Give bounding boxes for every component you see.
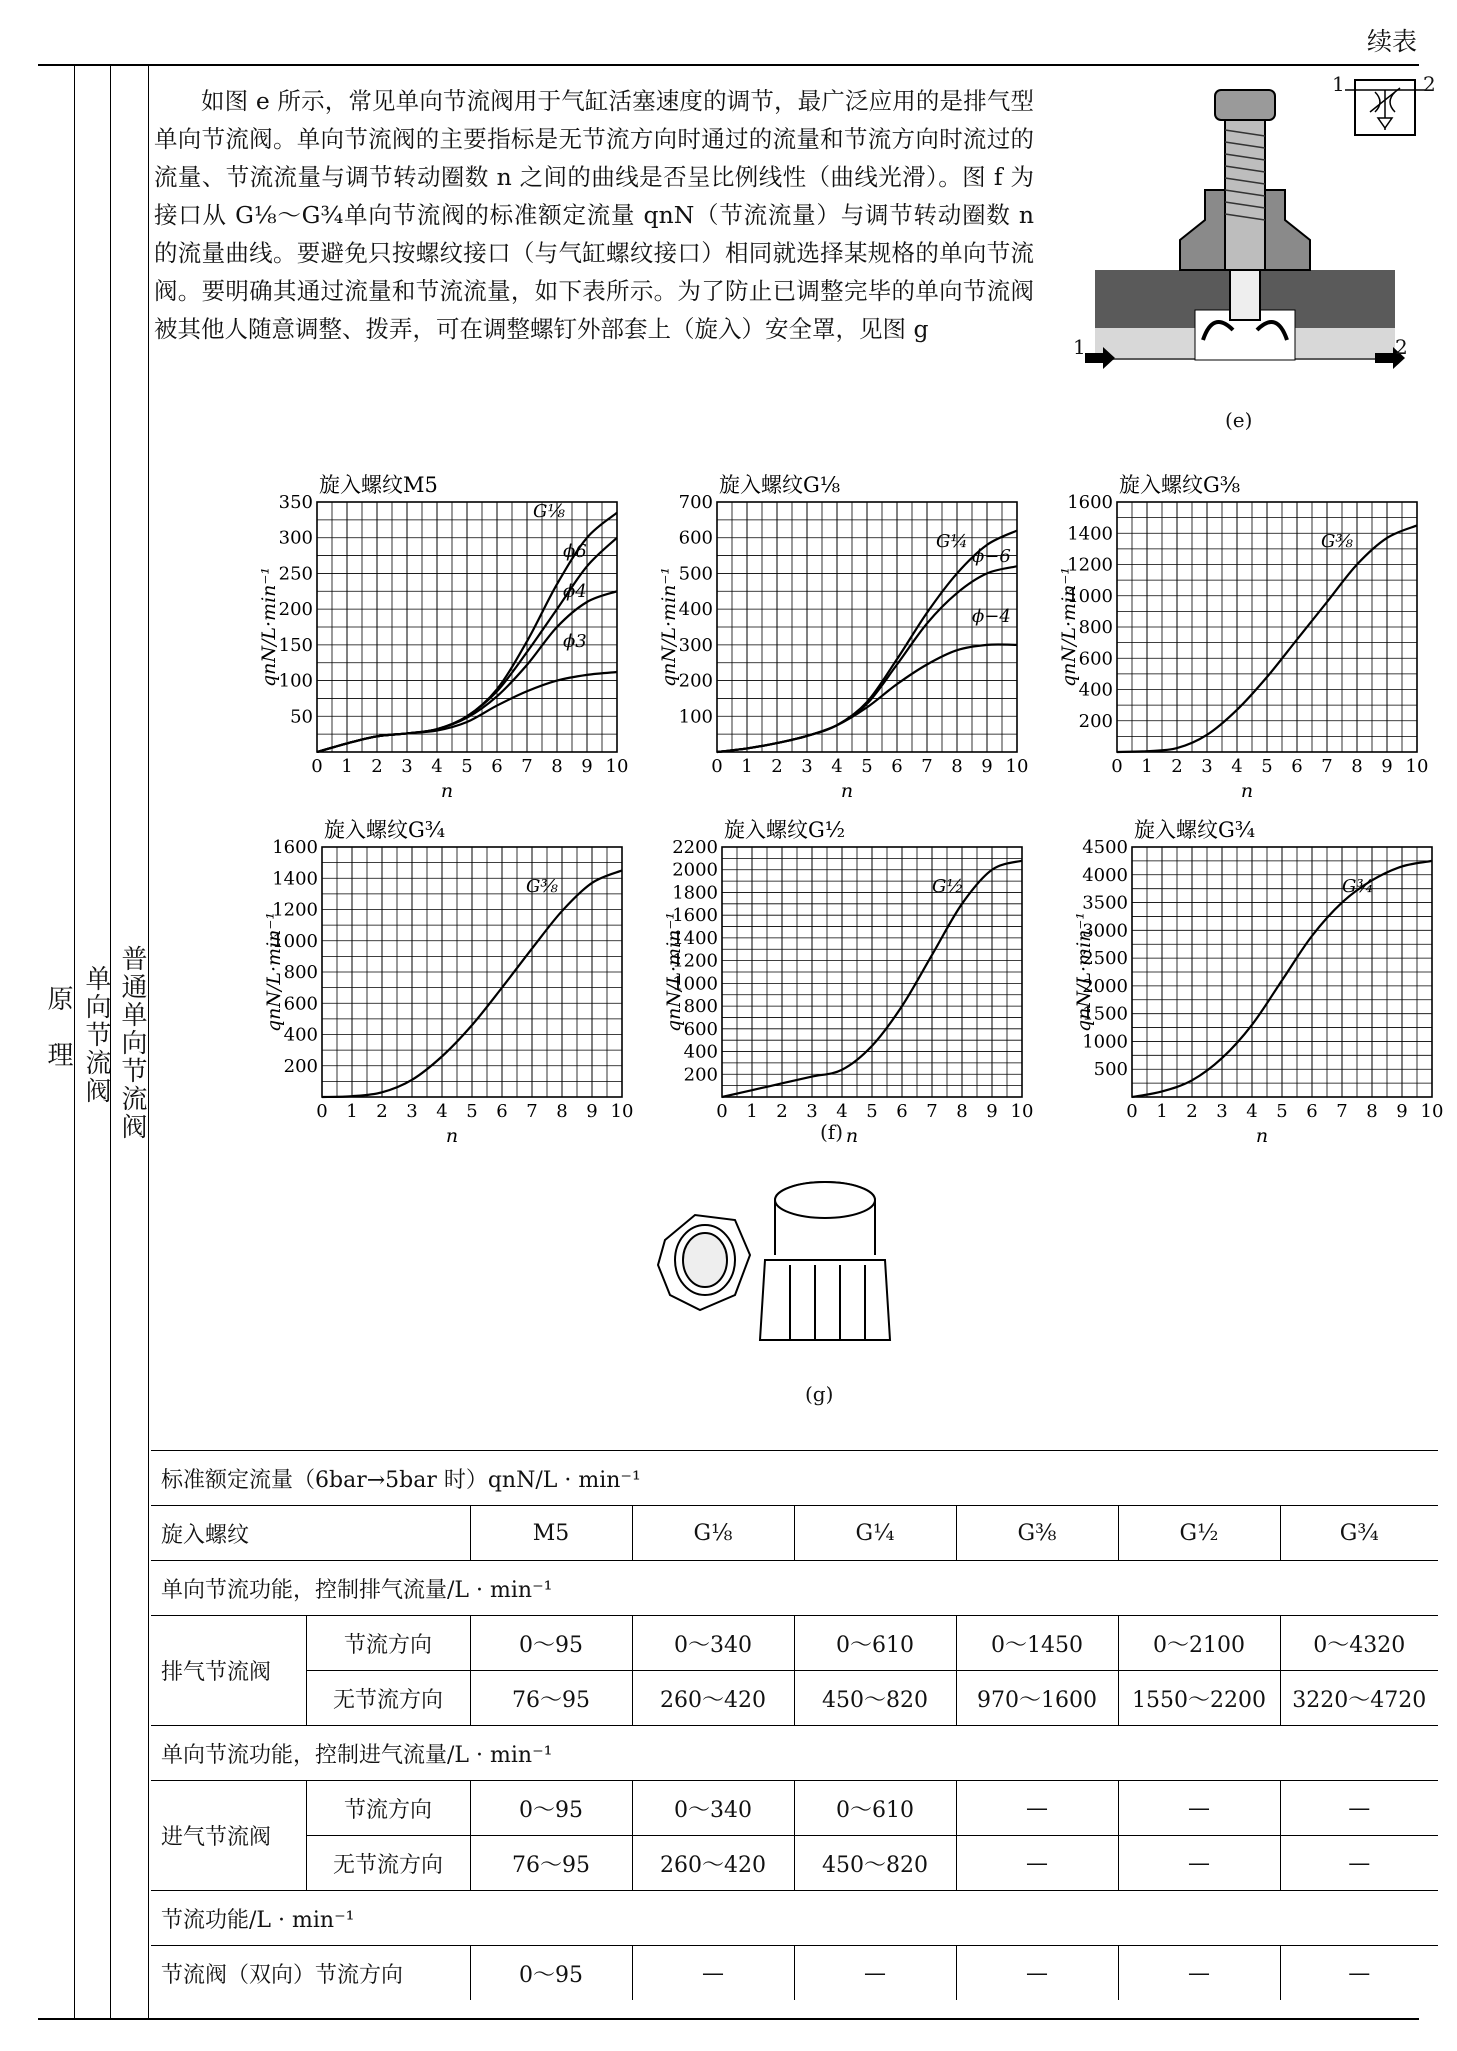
x-tick-label: 5 bbox=[1276, 1101, 1288, 1122]
x-tick-label: 10 bbox=[605, 756, 629, 777]
chart-title: 旋入螺纹G⅛ bbox=[719, 473, 841, 497]
y-tick-label: 350 bbox=[278, 492, 313, 513]
y-tick-label: 50 bbox=[290, 706, 313, 728]
cell: 0～340 bbox=[632, 1616, 794, 1671]
cell: — bbox=[1118, 1781, 1280, 1836]
table-row bbox=[151, 1891, 1438, 1946]
cell: — bbox=[794, 1946, 956, 2001]
x-tick-label: 5 bbox=[866, 1101, 878, 1122]
y-tick-label: 2500 bbox=[1082, 948, 1128, 970]
symbol-port-2: 2 bbox=[1423, 72, 1436, 96]
cell: 0～610 bbox=[794, 1616, 956, 1671]
table-row bbox=[151, 1726, 1438, 1781]
section-intake: 单向节流功能，控制进气流量/L · min⁻¹ bbox=[151, 1726, 1438, 1781]
y-tick-label: 200 bbox=[283, 1055, 318, 1077]
x-tick-label: 7 bbox=[1321, 756, 1333, 777]
y-tick-label: 1000 bbox=[1067, 585, 1113, 607]
y-tick-label: 200 bbox=[678, 670, 713, 692]
chart-g1-2 bbox=[663, 815, 1040, 1149]
x-tick-label: 6 bbox=[496, 1101, 508, 1122]
x-tick-label: 1 bbox=[1156, 1101, 1168, 1122]
y-tick-label: 1400 bbox=[1067, 523, 1113, 545]
series-label: ϕ4 bbox=[563, 581, 587, 602]
y-axis-label: qnN/L·min⁻¹ bbox=[258, 566, 280, 688]
sub-label: 无节流方向 bbox=[306, 1836, 470, 1891]
cell: 0～95 bbox=[470, 1946, 632, 2001]
x-tick-label: 8 bbox=[551, 756, 563, 777]
x-axis-label: n bbox=[845, 1125, 859, 1147]
chart-svg bbox=[1058, 470, 1435, 802]
x-tick-label: 4 bbox=[1246, 1101, 1258, 1122]
figure-e bbox=[1073, 70, 1440, 434]
y-axis-label: qnN/L·min⁻¹ bbox=[263, 911, 285, 1033]
y-axis-label: qnN/L·min⁻¹ bbox=[663, 911, 685, 1033]
chart-svg bbox=[663, 815, 1040, 1147]
y-tick-label: 1600 bbox=[672, 905, 718, 927]
x-tick-label: 5 bbox=[466, 1101, 478, 1122]
intro-paragraph: 如图 e 所示，常见单向节流阀用于气缸活塞速度的调节，最广泛应用的是排气型单向节流阀。单向节流阀的主要指标是无节流方向时通过的流量和节流方向时流过的流量、节流流量与调节转动圈数 n 之间的曲线是否呈比例线性（曲线光滑）。图 f 为接口从 G⅛～G¾单向节流阀的标准额定流量 qnN（节流流量）与调节转动圈数 n 的流量曲线。要避免只按螺纹接口（与气缸螺纹接口）相同就选择某规格的单向节流阀。要明确其通过流量和节流流量，如下表所示。为了防止已调整完毕的单向节流阀被其他人随意调整、拨弄，可在调整螺钉外部套上（旋入）安全罩，见图 g bbox=[154, 87, 1034, 343]
y-tick-label: 1500 bbox=[1082, 1003, 1128, 1025]
x-tick-label: 2 bbox=[1171, 756, 1183, 777]
y-tick-label: 200 bbox=[1078, 710, 1113, 732]
cell: 0～95 bbox=[470, 1781, 632, 1836]
y-tick-label: 800 bbox=[283, 962, 318, 983]
thread-col: G⅜ bbox=[956, 1506, 1118, 1561]
sub-label: 无节流方向 bbox=[306, 1671, 470, 1726]
x-tick-label: 6 bbox=[491, 756, 503, 777]
x-tick-label: 10 bbox=[1010, 1101, 1034, 1122]
cell: 0～1450 bbox=[956, 1616, 1118, 1671]
x-tick-label: 9 bbox=[586, 1101, 598, 1122]
cell: — bbox=[956, 1781, 1118, 1836]
table-row bbox=[151, 1946, 1438, 2001]
cell: 0～2100 bbox=[1118, 1616, 1280, 1671]
side-label-principle: 原理 bbox=[43, 985, 73, 1097]
plot-area bbox=[258, 473, 628, 802]
thread-col: G⅛ bbox=[632, 1506, 794, 1561]
chart-title: 旋入螺纹G¾ bbox=[1134, 818, 1256, 842]
y-tick-label: 100 bbox=[278, 670, 313, 692]
y-tick-label: 600 bbox=[678, 527, 713, 549]
cell: 1550～2200 bbox=[1118, 1671, 1280, 1726]
x-tick-label: 6 bbox=[896, 1101, 908, 1122]
y-tick-label: 3000 bbox=[1082, 920, 1128, 942]
section-exhaust: 单向节流功能，控制排气流量/L · min⁻¹ bbox=[151, 1561, 1438, 1616]
x-tick-label: 4 bbox=[1231, 756, 1243, 777]
y-tick-label: 1000 bbox=[1082, 1031, 1128, 1053]
y-tick-label: 200 bbox=[683, 1064, 718, 1086]
sub-label: 节流方向 bbox=[306, 1781, 470, 1836]
x-tick-label: 9 bbox=[981, 756, 993, 777]
cell: — bbox=[632, 1946, 794, 2001]
cell: 450～820 bbox=[794, 1671, 956, 1726]
x-tick-label: 4 bbox=[836, 1101, 848, 1122]
y-tick-label: 400 bbox=[678, 599, 713, 621]
series-label: G¼ bbox=[936, 531, 968, 552]
y-tick-label: 300 bbox=[278, 527, 313, 549]
chart-title: 旋入螺纹G⅜ bbox=[1119, 473, 1241, 497]
x-tick-label: 3 bbox=[406, 1101, 418, 1122]
symbol-port-1: 1 bbox=[1332, 72, 1345, 96]
x-axis-label: n bbox=[445, 1125, 459, 1147]
x-tick-label: 4 bbox=[431, 756, 443, 777]
x-axis-label: n bbox=[1240, 780, 1254, 802]
thread-col: G½ bbox=[1118, 1506, 1280, 1561]
table-row bbox=[151, 1671, 1438, 1726]
cell: — bbox=[956, 1836, 1118, 1891]
figure-f-caption: (f) bbox=[820, 1120, 844, 1144]
x-tick-label: 3 bbox=[801, 756, 813, 777]
thread-label: 旋入螺纹 bbox=[151, 1506, 470, 1561]
y-axis-label: qnN/L·min⁻¹ bbox=[1073, 911, 1095, 1033]
chart-svg bbox=[258, 470, 635, 802]
safety-cap-drawing bbox=[650, 1160, 910, 1380]
y-tick-label: 500 bbox=[1093, 1059, 1128, 1081]
x-axis-label: n bbox=[840, 780, 854, 802]
x-tick-label: 8 bbox=[1351, 756, 1363, 777]
x-tick-label: 4 bbox=[831, 756, 843, 777]
y-tick-label: 2000 bbox=[1082, 975, 1128, 997]
chart-m5 bbox=[258, 470, 635, 804]
x-tick-label: 8 bbox=[1366, 1101, 1378, 1122]
x-axis-label: n bbox=[1255, 1125, 1269, 1147]
cell: 450～820 bbox=[794, 1836, 956, 1891]
x-tick-label: 9 bbox=[986, 1101, 998, 1122]
series-label: G½ bbox=[932, 876, 964, 897]
x-tick-label: 7 bbox=[921, 756, 933, 777]
bottom-rule bbox=[38, 2018, 1419, 2020]
y-tick-label: 1200 bbox=[672, 950, 718, 972]
chart-title: 旋入螺纹G¾ bbox=[324, 818, 446, 842]
plot-area bbox=[1073, 818, 1443, 1147]
x-tick-label: 2 bbox=[371, 756, 383, 777]
y-tick-label: 4000 bbox=[1082, 864, 1128, 886]
cell: 0～95 bbox=[470, 1616, 632, 1671]
cell: 0～610 bbox=[794, 1781, 956, 1836]
y-tick-label: 700 bbox=[678, 492, 713, 513]
x-tick-label: 7 bbox=[1336, 1101, 1348, 1122]
table-row bbox=[151, 1451, 1438, 1506]
x-tick-label: 5 bbox=[461, 756, 473, 777]
table-row bbox=[151, 1836, 1438, 1891]
cell: — bbox=[1118, 1946, 1280, 2001]
y-tick-label: 600 bbox=[1078, 648, 1113, 670]
x-tick-label: 2 bbox=[771, 756, 783, 777]
thread-col: G¼ bbox=[794, 1506, 956, 1561]
flow-spec-table bbox=[151, 1450, 1438, 2000]
y-tick-label: 400 bbox=[683, 1041, 718, 1063]
cell: — bbox=[1280, 1946, 1438, 2001]
y-tick-label: 1200 bbox=[272, 899, 318, 921]
x-tick-label: 9 bbox=[1381, 756, 1393, 777]
y-axis-label: qnN/L·min⁻¹ bbox=[658, 566, 680, 688]
sub-label: 节流方向 bbox=[306, 1616, 470, 1671]
y-tick-label: 1200 bbox=[1067, 554, 1113, 576]
x-tick-label: 7 bbox=[526, 1101, 538, 1122]
cell: — bbox=[956, 1946, 1118, 2001]
x-tick-label: 0 bbox=[316, 1101, 328, 1122]
x-tick-label: 9 bbox=[1396, 1101, 1408, 1122]
y-tick-label: 150 bbox=[278, 634, 313, 656]
throttle-label: 节流阀（双向）节流方向 bbox=[151, 1946, 470, 2001]
thread-col: M5 bbox=[470, 1506, 632, 1561]
table-row bbox=[151, 1561, 1438, 1616]
y-tick-label: 200 bbox=[278, 599, 313, 621]
side-label-common: 普通单向节流阀 bbox=[117, 945, 147, 1141]
cell: 76～95 bbox=[470, 1836, 632, 1891]
x-tick-label: 7 bbox=[521, 756, 533, 777]
figure-g bbox=[650, 1160, 910, 1406]
y-tick-label: 100 bbox=[678, 706, 713, 728]
x-tick-label: 6 bbox=[1291, 756, 1303, 777]
side-label-check-throttle: 单向节流阀 bbox=[81, 965, 111, 1105]
valve-section-drawing bbox=[1085, 70, 1440, 430]
x-tick-label: 8 bbox=[556, 1101, 568, 1122]
y-tick-label: 1800 bbox=[672, 882, 718, 904]
y-tick-label: 600 bbox=[283, 993, 318, 1015]
x-tick-label: 5 bbox=[1261, 756, 1273, 777]
plot-area bbox=[663, 818, 1033, 1147]
y-tick-label: 4500 bbox=[1082, 837, 1128, 858]
table-title: 标准额定流量（6bar→5bar 时）qnN/L · min⁻¹ bbox=[151, 1451, 1438, 1506]
y-axis-label: qnN/L·min⁻¹ bbox=[1058, 566, 1080, 688]
x-tick-label: 4 bbox=[436, 1101, 448, 1122]
cell: — bbox=[1118, 1836, 1280, 1891]
x-tick-label: 0 bbox=[1111, 756, 1123, 777]
port-in-label: 1 bbox=[1073, 335, 1086, 359]
top-rule bbox=[38, 64, 1419, 66]
x-tick-label: 2 bbox=[776, 1101, 788, 1122]
x-tick-label: 1 bbox=[346, 1101, 358, 1122]
x-tick-label: 6 bbox=[1306, 1101, 1318, 1122]
plot-area bbox=[658, 473, 1028, 802]
x-tick-label: 0 bbox=[711, 756, 723, 777]
figure-g-caption: (g) bbox=[805, 1382, 834, 1406]
section-throttle: 节流功能/L · min⁻¹ bbox=[151, 1891, 1438, 1946]
y-tick-label: 800 bbox=[1078, 617, 1113, 638]
table-row bbox=[151, 1616, 1438, 1671]
y-tick-label: 2200 bbox=[672, 837, 718, 858]
cell: 260～420 bbox=[632, 1671, 794, 1726]
cell: — bbox=[1280, 1781, 1438, 1836]
continued-label: 续表 bbox=[1366, 27, 1417, 56]
series-label: G⅛ bbox=[533, 501, 565, 522]
x-tick-label: 1 bbox=[1141, 756, 1153, 777]
y-tick-label: 1600 bbox=[272, 837, 318, 858]
exhaust-label: 排气节流阀 bbox=[151, 1616, 306, 1726]
x-tick-label: 6 bbox=[891, 756, 903, 777]
y-tick-label: 1600 bbox=[1067, 492, 1113, 513]
cell: 3220～4720 bbox=[1280, 1671, 1438, 1726]
port-out-label: 2 bbox=[1395, 335, 1408, 359]
table-row bbox=[151, 1781, 1438, 1836]
x-tick-label: 1 bbox=[746, 1101, 758, 1122]
chart-g3-4-b bbox=[1073, 815, 1450, 1149]
plot-area bbox=[1058, 473, 1428, 802]
x-tick-label: 3 bbox=[806, 1101, 818, 1122]
y-tick-label: 500 bbox=[678, 563, 713, 585]
cell: 260～420 bbox=[632, 1836, 794, 1891]
x-tick-label: 3 bbox=[401, 756, 413, 777]
x-tick-label: 0 bbox=[1126, 1101, 1138, 1122]
figure-e-caption: (e) bbox=[1225, 408, 1253, 432]
chart-g3-4-a bbox=[263, 815, 640, 1149]
x-tick-label: 5 bbox=[861, 756, 873, 777]
x-tick-label: 8 bbox=[951, 756, 963, 777]
y-tick-label: 300 bbox=[678, 634, 713, 656]
series-label: ϕ3 bbox=[563, 631, 587, 652]
chart-g1-8 bbox=[658, 470, 1035, 804]
y-tick-label: 600 bbox=[683, 1018, 718, 1040]
x-tick-label: 7 bbox=[926, 1101, 938, 1122]
y-tick-label: 3500 bbox=[1082, 892, 1128, 914]
chart-title: 旋入螺纹G½ bbox=[724, 818, 846, 842]
y-tick-label: 1000 bbox=[672, 973, 718, 995]
series-label: ϕ−6 bbox=[972, 546, 1011, 567]
x-tick-label: 10 bbox=[1420, 1101, 1444, 1122]
chart-g3-8 bbox=[1058, 470, 1435, 804]
x-tick-label: 10 bbox=[1405, 756, 1429, 777]
chart-svg bbox=[1073, 815, 1450, 1147]
x-tick-label: 1 bbox=[341, 756, 353, 777]
x-tick-label: 3 bbox=[1201, 756, 1213, 777]
x-tick-label: 10 bbox=[610, 1101, 634, 1122]
table-row bbox=[151, 1506, 1438, 1561]
y-tick-label: 1400 bbox=[272, 868, 318, 890]
cell: 0～4320 bbox=[1280, 1616, 1438, 1671]
plot-area bbox=[263, 818, 633, 1147]
series-label: G¾ bbox=[1342, 876, 1374, 897]
cell: 970～1600 bbox=[956, 1671, 1118, 1726]
x-axis-label: n bbox=[440, 780, 454, 802]
cell: 0～340 bbox=[632, 1781, 794, 1836]
x-tick-label: 9 bbox=[581, 756, 593, 777]
thread-col: G¾ bbox=[1280, 1506, 1438, 1561]
series-label: ϕ6 bbox=[563, 541, 587, 562]
x-tick-label: 8 bbox=[956, 1101, 968, 1122]
cell: 76～95 bbox=[470, 1671, 632, 1726]
y-tick-label: 800 bbox=[683, 996, 718, 1018]
series-label: G⅜ bbox=[526, 876, 558, 897]
y-tick-label: 1400 bbox=[672, 927, 718, 949]
x-tick-label: 0 bbox=[716, 1101, 728, 1122]
y-tick-label: 250 bbox=[278, 563, 313, 585]
y-tick-label: 2000 bbox=[672, 859, 718, 881]
series-label: G⅜ bbox=[1321, 531, 1353, 552]
x-tick-label: 0 bbox=[311, 756, 323, 777]
x-tick-label: 2 bbox=[376, 1101, 388, 1122]
y-tick-label: 1000 bbox=[272, 930, 318, 952]
y-tick-label: 400 bbox=[283, 1024, 318, 1046]
y-tick-label: 400 bbox=[1078, 679, 1113, 701]
chart-svg bbox=[658, 470, 1035, 802]
cell: — bbox=[1280, 1836, 1438, 1891]
x-tick-label: 3 bbox=[1216, 1101, 1228, 1122]
chart-svg bbox=[263, 815, 640, 1147]
x-tick-label: 10 bbox=[1005, 756, 1029, 777]
series-label: ϕ−4 bbox=[972, 606, 1011, 627]
x-tick-label: 1 bbox=[741, 756, 753, 777]
x-tick-label: 2 bbox=[1186, 1101, 1198, 1122]
intake-label: 进气节流阀 bbox=[151, 1781, 306, 1891]
chart-title: 旋入螺纹M5 bbox=[319, 473, 438, 497]
